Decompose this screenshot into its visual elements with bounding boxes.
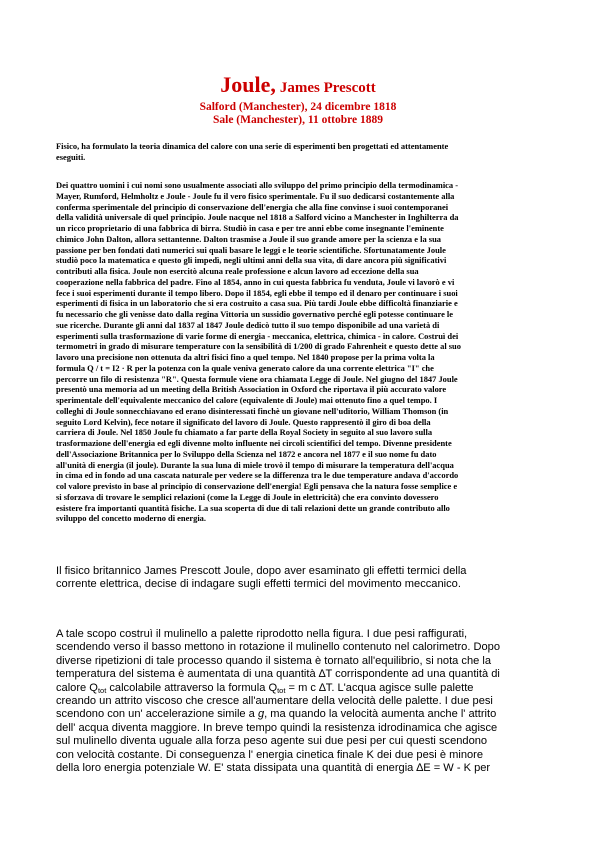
title-block xyxy=(0,72,596,127)
biography-line: percorre un filo di resistenza "R". Questa formule viene ora chiamata Legge di Joule. Nel giugno del 1847 Joule xyxy=(56,373,458,384)
intro-line: corrente elettrica, decise di indagare sugli effetti termici del movimento meccanico. xyxy=(56,578,461,591)
text-run: , ma quando la velocità aumenta anche l' attrito xyxy=(264,708,497,721)
biography-line: dell'Associazione Britannica per lo Sviluppo della Scienza nel 1872 e ancora nel 1877 e il suo nome fu dato xyxy=(56,448,437,459)
biography-paragraph xyxy=(56,180,542,524)
summary-paragraph xyxy=(56,141,542,163)
birth-line: Salford (Manchester), 24 dicembre 1818 xyxy=(199,101,397,113)
experiment-line: con velocità costante. Di conseguenza l' energia cinetica finale K dei due pesi è minore xyxy=(56,748,484,761)
biography-line: colleghi di Joule sonnecchiavano ed erano disinteressati finchè un giovane nell'uditorio, William Thomson (in xyxy=(56,405,449,416)
biography-line: in cima ed in fondo ad una cascata naturale per vedere se la differenza tra le due temperature andava d'accordo xyxy=(56,470,459,481)
surname: Joule, xyxy=(220,72,276,97)
subscript-tot: tot xyxy=(97,685,107,695)
experiment-line: diverse ripetizioni di tale processo quando il sistema è tornato all'equilibrio, si nota che la xyxy=(56,654,492,667)
biography-line: passione per ben fondati dati numerici sui quali basare le leggi e le teorie scientifiche. Sfortunatamente Joule xyxy=(56,244,446,255)
biography-line: sviluppo del concetto moderno di energia. xyxy=(56,513,206,524)
biography-line: carriera di Joule. Nel 1850 Joule fu chiamato a far parte della Royal Society in seguito al suo lavoro sulla xyxy=(56,427,433,438)
experiment-line: A tale scopo costruì il mulinello a palette riprodotto nella figura. I due pesi raffigurati, xyxy=(56,628,468,640)
biography-line: all'unità di energia (il joule). Durante la sua luna di miele trovò il tempo di misurare la temperatura dell'acqua xyxy=(56,459,454,470)
biography-line: termometri in grado di misurare temperature con la sensibilità di 1/200 di grado Fahrenheit e questo dette al suo xyxy=(56,341,461,352)
biography-line: fu necessario che gli venisse dato dalla regina Vittoria un sussidio governativo perché egli potesse continuare le xyxy=(56,309,454,319)
biography-line: sue ricerche. Durante gli anni dal 1837 al 1847 Joule dedicò tutto il suo tempo disponibile ad una varietà di xyxy=(56,319,440,330)
biography-line: cooperazione nella fabbrica del padre. Fino al 1854, anno in cui questa fabbrica fu venduta, Joule vi lavorò e vi xyxy=(56,276,455,287)
biography-line: seguito Lord Kelvin), fece notare il significato del lavoro di Joule. Questo rappresentò il giro di boa della xyxy=(56,416,431,427)
biography-line: si sforzava di trovare le semplici relazioni (come la Legge di Joule in elettricità) che era convinto dovessero xyxy=(56,491,439,502)
biography-line: formula Q / t = I2 · R per la potenza con la quale veniva generato calore da una corrente elettrica "I" che xyxy=(56,362,434,373)
text-run: calore Q xyxy=(56,681,98,694)
biography-line: un ricco proprietario di una fabbrica di birra. Studiò in casa e per tre anni ebbe come insegnante l'eminente xyxy=(56,223,444,233)
biography-line: col valore previsto in base al principio di conservazione dell'energia! Egli pensava che la natura fosse semplice e xyxy=(56,481,458,491)
page-title xyxy=(0,72,596,101)
biography-line: della validità universale di quel principio. Joule nacque nel 1818 a Salford vicino a Manchester in Inghilterra da xyxy=(56,212,459,223)
biography-line: Dei quattro uomini i cui nomi sono usualmente associati allo sviluppo del primo principio della termodinamica - xyxy=(56,180,459,190)
biography-line: esistere fra importanti quantità fisiche. La sua scoperta di due di tali relazioni dette un grande contributo allo xyxy=(56,502,450,513)
biography-line: chimico John Dalton, allora settantenne. Dalton trasmise a Joule il suo grande amore per la scienza e la sua xyxy=(56,233,441,244)
biography-line: contributi alla fisica. Joule non esercitò alcuna reale professione e alcun lavoro ad eccezione della sua xyxy=(56,266,419,276)
experiment-line: temperatura del sistema è aumentata di una quantità ∆T corrispondente ad una quantità di xyxy=(56,668,500,681)
experiment-line: scendendo verso il basso mettono in rotazione il mulinello contenuto nel calorimetro. Dopo xyxy=(56,641,500,654)
experiment-line: della loro energia potenziale W. E' stata dissipata una quantità di energia ∆E = W - K per xyxy=(56,761,491,774)
experiment-line xyxy=(56,708,546,721)
subscript-tot: tot xyxy=(277,685,286,695)
biography-line: presentò una memoria ad un meeting della British Association in Oxford che riportava il più accurato valore xyxy=(56,384,447,395)
biography-line: esperimenti di fisica in un laboratorio che si era costruito a casa sua. Più tardi Joule ebbe difficoltà finanziarie e xyxy=(56,298,458,309)
text-run: calcolabile attraverso la formula Q xyxy=(106,681,278,694)
summary-line: eseguiti. xyxy=(56,151,86,162)
experiment-line: dell' acqua diventa maggiore. In breve tempo quindi la resistenza idrodinamica che agisce xyxy=(56,721,498,734)
death-line: Sale (Manchester), 11 ottobre 1889 xyxy=(212,114,384,126)
biography-line: trasformazione dell'energia ed egli divenne molto influente nei circoli scientifici del tempo. Divenne presidente xyxy=(56,438,452,448)
biography-line: Mayer, Rumford, Helmholtz e Joule - Joule fu il vero fisico sperimentale. Fu il suo dedicarsi costantemente alla xyxy=(56,190,455,201)
biography-line: esperimenti sulla trasformazione di varie forme di energia - meccanica, elettrica, chimica - in calore. Costruì dei xyxy=(56,330,459,341)
biography-line: conferma sperimentale del principio di conservazione dell'energia che alla fine convinse i suoi contemporanei xyxy=(56,201,449,212)
biography-line: studiò poco la matematica e questo gli impedì, negli ultimi anni della sua vita, di dare ancora più significativi xyxy=(56,255,447,266)
text-run: = m c ∆T. L'acqua agisce sulle palette xyxy=(285,681,474,694)
intro-line: Il fisico britannico James Prescott Joule, dopo aver esaminato gli effetti termici della xyxy=(56,565,467,577)
experiment-line: sul mulinello diventa uguale alla forza peso agente sui due pesi per cui questi scendono xyxy=(56,735,488,748)
experiment-line xyxy=(56,682,546,695)
text-run: scendono con un' accelerazione simile a xyxy=(56,708,258,721)
biography-line: lavoro una precisione non ottenuta da altri fisici fino a quel tempo. Nel 1840 propose per la prima volta la xyxy=(56,352,435,362)
biography-line: fece i suoi esperimenti durante il tempo libero. Dopo il 1854, egli ebbe il tempo ed il denaro per continuare i suoi xyxy=(56,287,458,298)
gravity-symbol: g xyxy=(257,708,265,721)
experiment-line: creando un attrito viscoso che cresce all'aumentare della velocità delle palette. I due pesi xyxy=(56,694,493,707)
experiment-paragraph xyxy=(56,628,546,775)
intro-paragraph xyxy=(56,565,546,592)
summary-line: Fisico, ha formulato la teoria dinamica del calore con una serie di esperimenti ben progettati ed attentamente xyxy=(56,141,449,151)
biography-line: sperimentale dell'equivalente meccanico del calore (equivalente di Joule) mai ottenuto fino a quel tempo. I xyxy=(56,395,438,405)
given-names: James Prescott xyxy=(279,80,376,96)
